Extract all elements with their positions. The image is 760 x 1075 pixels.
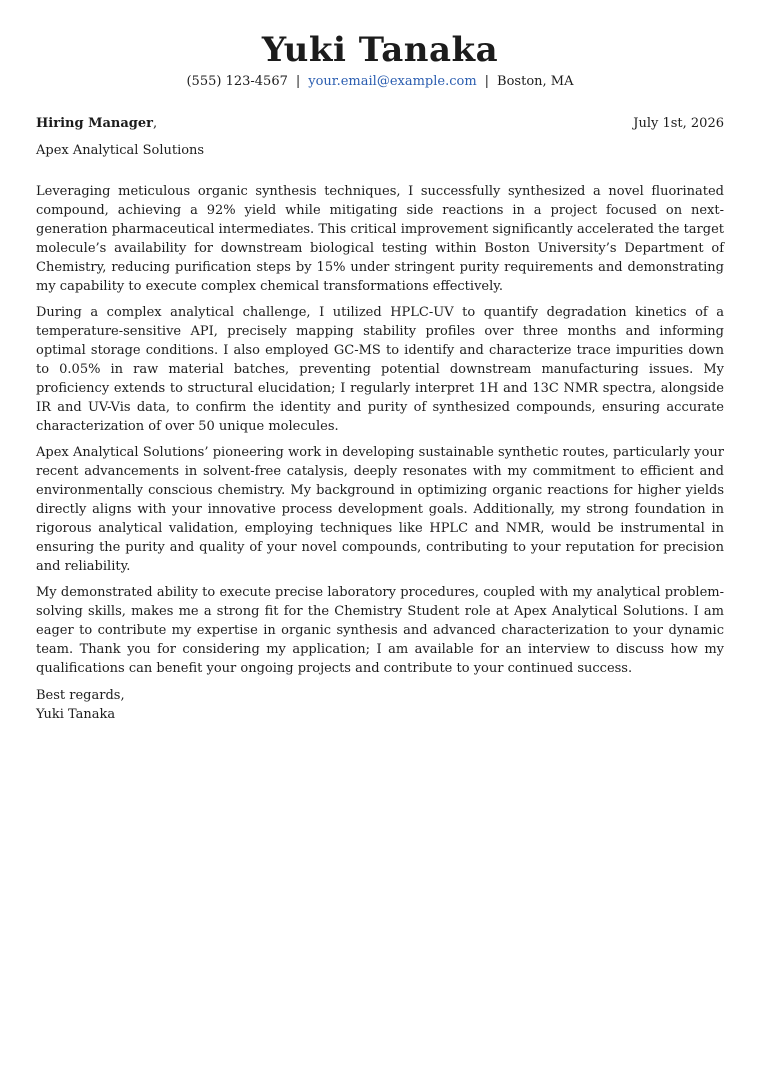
body-paragraph: Leveraging meticulous organic synthesis techniques, I successfully synthesized a novel fluorinated compound, achieving a 92% yield while mitigating side reactions in a project focused on next-generation pharmaceutical intermediates. This critical improvement significantly accelerated the target molecule’s availability for downstream biological testing within Boston University’s Department of Chemistry, reducing purification steps by 15% under stringent purity requirements and demonstrating my capability to execute complex chemical transformations effectively.	[36, 184, 724, 294]
letter-date: July 1st, 2026	[633, 116, 724, 131]
email-link[interactable]: your.email@example.com	[308, 74, 477, 89]
letter-body	[36, 182, 724, 678]
letter-closing	[36, 686, 724, 724]
location: Boston, MA	[497, 74, 574, 89]
valediction: Best regards,	[36, 688, 125, 703]
salutation	[36, 115, 157, 133]
body-paragraph: During a complex analytical challenge, I utilized HPLC-UV to quantify degradation kinetics of a temperature-sensitive API, precisely mapping stability profiles over three months and informing optimal storage conditions. I also employed GC-MS to identify and characterize trace impurities down to 0.05% in raw material batches, preventing potential downstream manufacturing issues. My proficiency extends to structural elucidation; I regularly interpret 1H and 13C NMR spectra, alongside IR and UV-Vis data, to confirm the identity and purity of synthesized compounds, ensuring accurate characterization of over 50 unique molecules.	[36, 305, 724, 434]
recipient-company: Apex Analytical Solutions	[36, 143, 205, 158]
phone-number: (555) 123-4567	[186, 74, 288, 89]
applicant-name: Yuki Tanaka	[261, 30, 499, 70]
body-paragraph: My demonstrated ability to execute precise laboratory procedures, coupled with my analytical problem-solving skills, makes me a strong fit for the Chemistry Student role at Apex Analytical Solutions. I am eager to contribute my expertise in organic synthesis and advanced characterization to your dynamic team. Thank you for considering my application; I am available for an interview to discuss how my qualifications can benefit your ongoing projects and contribute to your continued success.	[36, 585, 724, 676]
separator: |	[484, 74, 490, 89]
body-paragraph: Apex Analytical Solutions’ pioneering work in developing sustainable synthetic routes, particularly your recent advancements in solvent-free catalysis, deeply resonates with my commitment to efficient and environmentally conscious chemistry. My background in optimizing organic reactions for higher yields directly aligns with your innovative process development goals. Additionally, my strong foundation in rigorous analytical validation, employing techniques like HPLC and NMR, would be instrumental in ensuring the purity and quality of your novel compounds, contributing to your reputation for precision and reliability.	[36, 445, 724, 574]
contact-line	[36, 73, 724, 91]
recipient-row	[36, 115, 724, 133]
signature: Yuki Tanaka	[36, 707, 116, 722]
salutation-punct: ,	[152, 116, 158, 131]
recipient-name: Hiring Manager	[36, 116, 153, 131]
separator: |	[295, 74, 301, 89]
